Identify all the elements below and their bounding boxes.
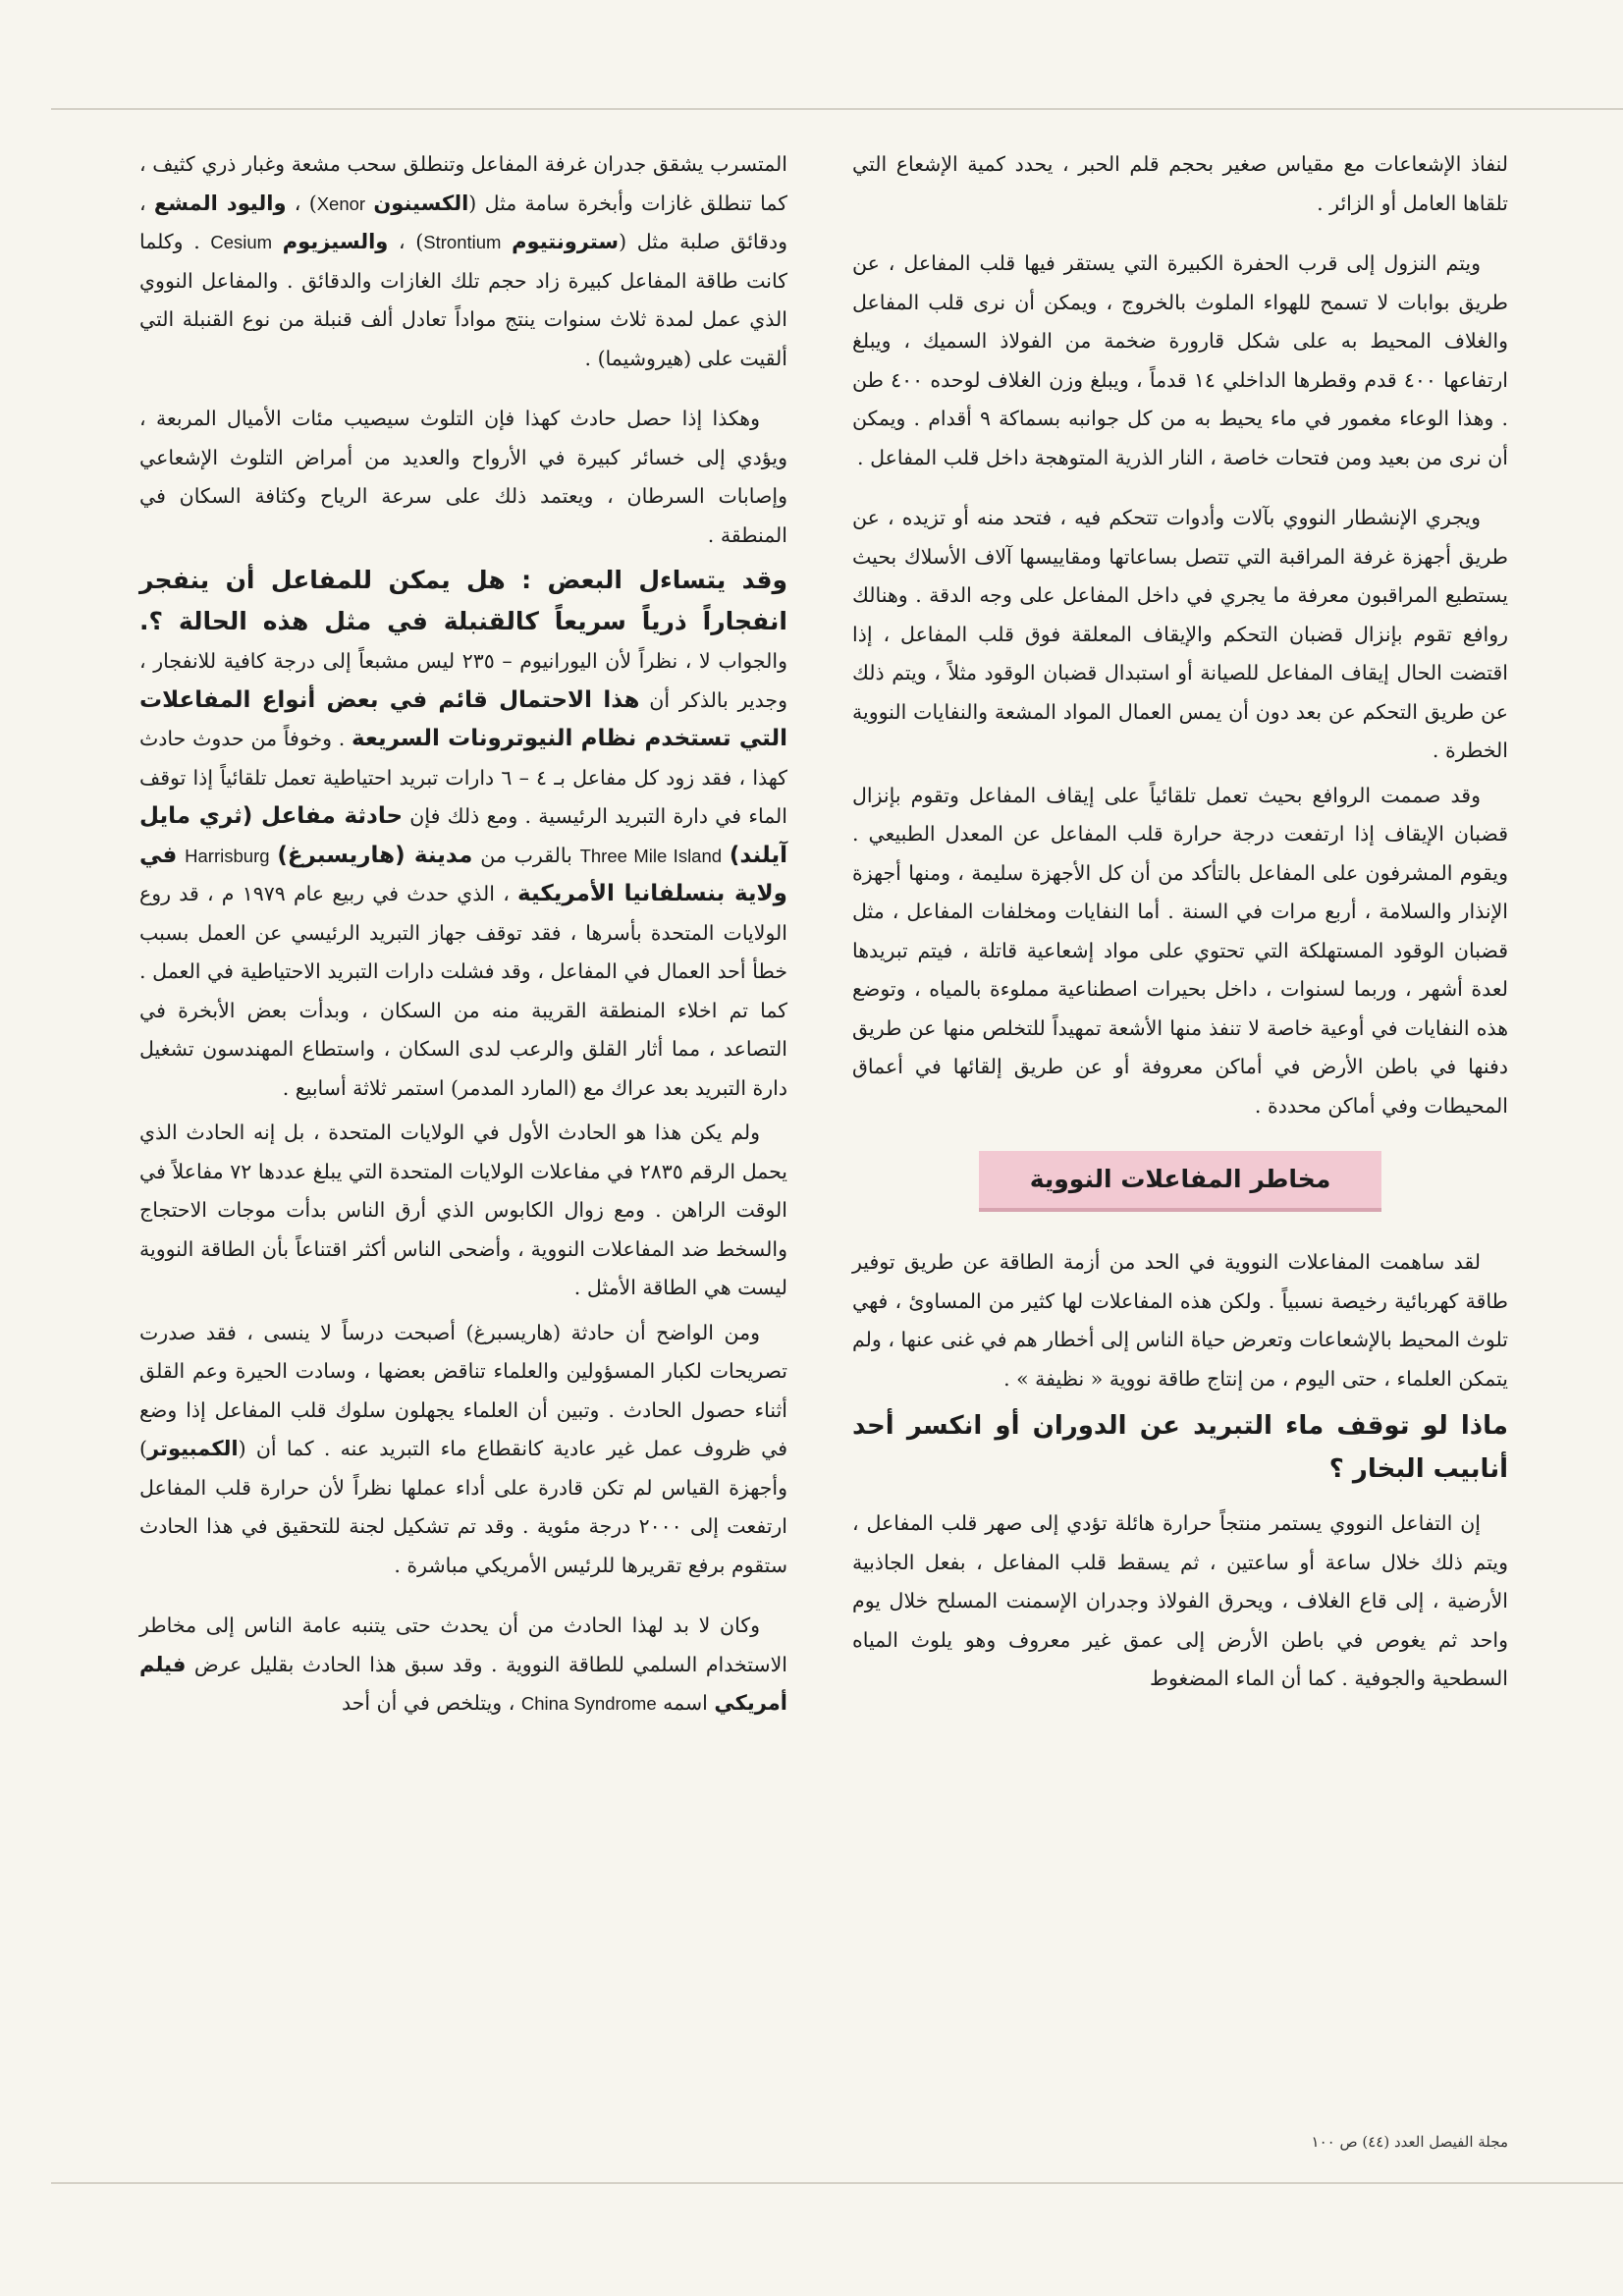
text-run: ، ودقائق صلبة مثل (	[139, 191, 787, 253]
text-run: ) ،	[286, 191, 317, 215]
top-border-line	[51, 108, 1623, 110]
paragraph: ولم يكن هذا هو الحادث الأول في الولايات المتحدة ، بل إنه الحادث الذي يحمل الرقم ٢٨٣٥ في مفاعلات الولايات المتحدة التي يبلغ عددها ٧٢ مفاعلاً في الوقت الراهن . ومع زوال الكابوس الذي أرق الناس بدأت موجات الاحتجاج والسخط ضد المفاعلات النووية ، وأضحى الناس أكثر اقتناعاً بأن الطاقة النووية ليست هي الطاقة الأمثل .	[139, 1121, 788, 1299]
text-run: بالقرب من	[472, 843, 580, 867]
keyword-three-mile-island: حادثة مفاعل (ثري مايل آيلند)	[139, 803, 787, 868]
paragraph: ويجري الإنشطار النووي بآلات وأدوات تتحكم فيه ، فتحد منه أو تزيده ، عن طريق أجهزة غرفة المراقبة التي تتصل بساعاتها ومقاييسها آلاف الأسلاك بحيث يستطيع المراقبون معرفة ما يجري في داخل المفاعل على وجه الدقة . وهنالك روافع تقوم بإنزال قضبان التحكم والإيقاف المعلقة فوق قلب المفاعل ، إذا اقتضت الحال إيقاف المفاعل للصيانة أو استبدال قضبان الوقود مثلاً ، ويتم ذلك عن طريق التحكم عن بعد دون أن يمس العمال المواد المشعة والنفايات النووية الخطرة .	[852, 506, 1508, 762]
latin-term: Harrisburg	[185, 845, 270, 866]
paragraph: وقد صممت الروافع بحيث تعمل تلقائياً على إيقاف المفاعل وتقوم بإنزال قضبان الإيقاف إذا ارتفعت درجة حرارة قلب المفاعل عن المعدل الطبيعي . ويقوم المشرفون على المفاعل بالتأكد من أن كل الأجهزة سليمة ، ومنها أجهزة الإنذار والسلامة ، أربع مرات في السنة . أما النفايات ومخلفات المفاعل ، مثل قضبان الوقود المستهلكة التي تحتوي على مواد إشعاعية قاتلة ، فيتم تبريدها لعدة أشهر ، وربما لسنوات ، داخل بحيرات اصطناعية مملوءة بالمياه ، وتوضع هذه النفايات في أوعية خاصة لا تنفذ منها الأشعة تمهيداً للتخلص منها عن طريق دفنها في باطن الأرض في أماكن معروفة أو عن طريق إلقائها في أعماق المحيطات وفي أماكن محددة .	[852, 783, 1508, 1118]
left-column	[139, 145, 787, 1745]
keyword-iodine: واليود المشع	[153, 191, 287, 215]
page-footer: مجلة الفيصل العدد (٤٤) ص ١٠٠	[1311, 2133, 1508, 2151]
paragraph	[139, 145, 787, 378]
bottom-border-line	[51, 2182, 1623, 2184]
text-run: والجواب لا ، نظراً لأن اليورانيوم – ٢٣٥ ليس مشبعاً إلى درجة كافية للانفجار ، وجدير بالذكر أن	[139, 649, 788, 712]
paragraph: إن التفاعل النووي يستمر منتجاً حرارة هائلة تؤدي إلى صهر قلب المفاعل ، ويتم ذلك خلال ساعة أو ساعتين ، ثم يسقط قلب المفاعل ، بفعل الجاذبية الأرضية ، إلى قاع الغلاف ، ويحرق الفولاذ وجدران الإسمنت المسلح خلال يوم واحد ثم يغوص في باطن الأرض إلى عمق غير معروف وهو يلوث المياه السطحية والجوفية . كما أن الماء المضغوط	[852, 1511, 1508, 1690]
text-run: وكان لا بد لهذا الحادث من أن يحدث حتى يتنبه عامة الناس إلى مخاطر الاستخدام السلمي للطاقة النووية . وقد سبق هذا الحادث بقليل عرض	[139, 1613, 787, 1676]
text-run: ومن الواضح أن حادثة (هاريسبرغ) أصبحت درساً لا ينسى ، فقد صدرت تصريحات لكبار المسؤولين والعلماء تناقض بعضها ، وسادت الحيرة وعم القلق أثناء حصول الحادث . وتبين أن العلماء يجهلون سلوك قلب المفاعل إذا وضع في ظروف عمل غير عادية كانقطاع ماء التبريد عنه . كما أن (	[139, 1320, 787, 1460]
keyword-harrisburg: مدينة (هاريسبرغ)	[277, 842, 473, 868]
keyword-pennsylvania: في ولاية بنسلفانيا الأمريكية	[139, 842, 787, 906]
keyword-computer: الكمبيوتر	[147, 1437, 239, 1460]
keyword-xenon: الكسينون	[373, 191, 469, 215]
keyword-american-film: فيلم أمريكي	[139, 1652, 787, 1715]
text-run: ، ويتلخص في أن أحد	[341, 1691, 521, 1715]
paragraph: وهكذا إذا حصل حادث كهذا فإن التلوث سيصيب مئات الأميال المربعة ، ويؤدي إلى خسائر كبيرة في الأرواح والعديد من أمراض التلوث الإشعاعي وإصابات السرطان ، ويعتمد ذلك على سرعة الرياح وكثافة السكان في المنطقة .	[139, 407, 787, 547]
paragraph: لنفاذ الإشعاعات مع مقياس صغير بحجم قلم الحبر ، يحدد كمية الإشعاع التي تلقاها العامل أو الزائر .	[852, 152, 1508, 215]
latin-term: Xenor	[316, 192, 366, 214]
text-run: ) وأجهزة القياس لم تكن قادرة على أداء عملها نظراً لأن حرارة قلب المفاعل ارتفعت إلى ٢٠٠٠ درجة مئوية . وقد تم تشكيل لجنة للتحقيق في هذا الحادث ستقوم برفع تقريرها للرئيس الأمريكي مباشرة .	[139, 1437, 787, 1577]
latin-term: China Syndrome	[520, 1693, 657, 1714]
latin-term: Three Mile Island	[579, 845, 723, 866]
text-run: . وخوفاً من حدوث حادث كهذا ، فقد زود كل مفاعل بـ ٤ – ٦ دارات تبريد احتياطية تعمل تلقائياً إذا توقف الماء في دارة التبريد الرئيسية . ومع ذلك فإن	[139, 727, 787, 828]
latin-term: Cesium	[210, 232, 273, 252]
text-run: . وكلما كانت طاقة المفاعل كبيرة زاد حجم تلك الغازات والدقائق . والمفاعل النووي الذي عمل لمدة ثلاث سنوات ينتج مواداً تعادل ألف قنبلة من نوع القنبلة التي ألقيت على (هيروشيما) .	[139, 230, 787, 370]
latin-term: Strontium	[423, 232, 502, 252]
section-heading-wrapper	[852, 1151, 1508, 1212]
question-keyword: وقد يتساءل البعض : هل يمكن للمفاعل أن ينفجر انفجاراً ذرياً سريعاً كالقنبلة في مثل هذه الحالة ؟.	[139, 566, 787, 635]
section-title: مخاطر المفاعلات النووية	[979, 1151, 1382, 1212]
keyword-fast-neutrons: هذا الاحتمال قائم في بعض أنواع المفاعلات التي تستخدم نظام النيوترونات السريعة	[139, 686, 788, 751]
right-column	[852, 145, 1508, 1721]
paragraph: ويتم النزول إلى قرب الحفرة الكبيرة التي يستقر فيها قلب المفاعل ، عن طريق بوابات لا تسمح للهواء الملوث بالخروج ، ويمكن أن نرى قلب المفاعل والغلاف المحيط به على شكل قارورة ضخمة من الفولاذ السميك ، ويبلغ ارتفاعها ٤٠٠ قدم وقطرها الداخلي ١٤ قدماً ، ويبلغ وزن الغلاف لوحده ٤٠٠ طن . وهذا الوعاء مغمور في ماء يحيط به من كل جوانبه بسماكة ٩ أقدام . ويمكن أن نرى من بعيد ومن فتحات خاصة ، النار الذرية المتوهجة داخل قلب المفاعل .	[852, 251, 1509, 469]
keyword-strontium: سترونتيوم	[512, 230, 620, 253]
text-run: ) ،	[388, 230, 424, 253]
paragraph	[139, 1314, 787, 1586]
keyword-cesium: والسيزيوم	[282, 230, 389, 253]
text-run: اسمه	[656, 1691, 715, 1715]
text-run: المتسرب يشقق جدران غرفة المفاعل وتنطلق سحب مشعة وغبار ذري كثيف ، كما تنطلق غازات وأبخرة سامة مثل (	[139, 152, 787, 215]
paragraph	[139, 1607, 787, 1723]
paragraph: لقد ساهمت المفاعلات النووية في الحد من أزمة الطاقة عن طريق توفير طاقة كهربائية رخيصة نسبياً . ولكن هذه المفاعلات لها كثير من المساوئ ، فهي تلوث المحيط بالإشعاعات وتعرض حياة الناس إلى أخطار هم في غنى عنها ، ولم يتمكن العلماء ، حتى اليوم ، من إنتاج طاقة نووية « نظيفة » .	[852, 1250, 1508, 1391]
question-heading: ماذا لو توقف ماء التبريد عن الدوران أو انكسر أحد أنابيب البخار ؟	[852, 1411, 1508, 1484]
text-run: ، الذي حدث في ربيع عام ١٩٧٩ م ، قد روع الولايات المتحدة بأسرها ، فقد توقف جهاز التبريد الرئيسي عن العمل بسبب خطأ أحد العمال في المفاعل ، وقد فشلت دارات التبريد الاحتياطية في العمل . كما تم اخلاء المنطقة القريبة منه من السكان ، وبدأت بعض الأبخرة في التصاعد ، مما أثار القلق والرعب لدى السكان ، واستطاع المهندسون تشغيل دارة التبريد بعد عراك مع (المارد المدمر) استمر ثلاثة أسابيع .	[139, 882, 787, 1100]
paragraph	[139, 561, 787, 1108]
